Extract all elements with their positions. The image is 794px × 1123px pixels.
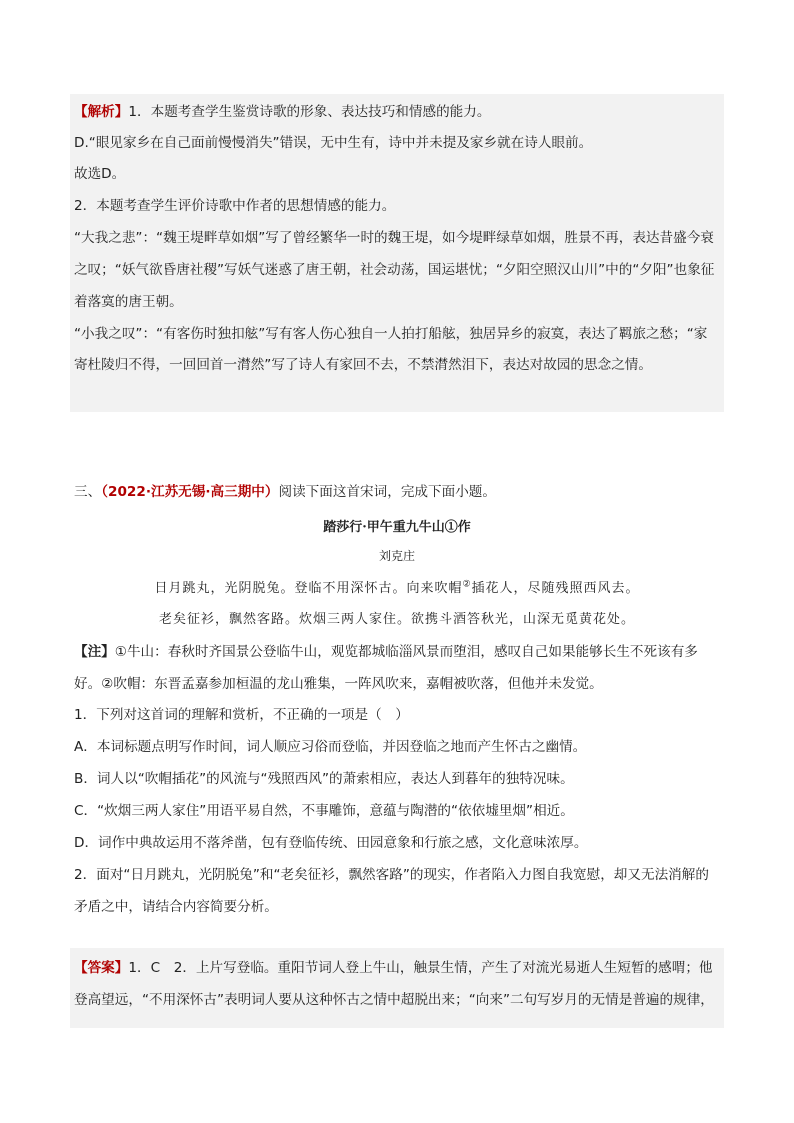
analysis-line-9: 寄杜陵归不得，一回回首一潸然”写了诗人有家回不去，不禁潸然泪下，表达对故园的思念之情。 — [74, 357, 652, 373]
question3-heading: 三、（2022·江苏无锡·高三期中）阅读下面这首宋词，完成下面小题。 — [74, 484, 496, 500]
option-d: D．词作中典故运用不落斧凿，包有登临传统、田园意象和行旅之感，文化意味浓厚。 — [74, 835, 588, 851]
note-line-1: 【注】①牛山：春秋时齐国景公登临牛山，观览都城临淄风景而堕泪，感叹自己如果能够长生不死该有多 — [74, 644, 698, 660]
analysis-line-7: 着落寞的唐王朝。 — [74, 294, 183, 310]
analysis-line-2: D.“眼见家乡在自己面前慢慢消失”错误，无中生有，诗中并未提及家乡就在诗人眼前。 — [74, 135, 593, 151]
note-tag: 【注】 — [74, 644, 115, 660]
poem-line-2: 老矣征衫，飘然客路。炊烟三两人家住。欲携斗酒答秋光，山深无觅黄花处。 — [158, 612, 635, 627]
note-line-2: 好。②吹帽：东晋孟嘉参加桓温的龙山雅集，一阵风吹来，嘉帽被吹落，但他并未发觉。 — [74, 676, 603, 692]
question-2-line-2: 矛盾之中，请结合内容简要分析。 — [74, 899, 278, 915]
question-1: 1．下列对这首词的理解和赏析，不正确的一项是（ ） — [74, 707, 409, 723]
analysis-line-6: 之叹；“妖气欲昏唐社稷”写妖气迷惑了唐王朝，社会动荡，国运堪忧；“夕阳空照汉山川”中的“夕阳”也象征 — [74, 262, 715, 278]
poem-title: 踏莎行·甲午重九牛山①作 — [323, 520, 471, 535]
analysis-line-8: “小我之叹”：“有客伤时独扣舷”写有客人伤心独自一人拍打船舷，独居异乡的寂寞，表达了羁旅之愁；“家 — [74, 326, 708, 342]
option-a: A．本词标题点明写作时间，词人顺应习俗而登临，并因登临之地而产生怀古之幽情。 — [74, 739, 587, 755]
analysis-line-3: 故选D。 — [74, 166, 126, 182]
analysis-tag: 【解析】 — [74, 104, 129, 120]
poem-line-1: 日月跳丸，光阴脱兔。登临不用深怀古。向来吹帽②插花人，尽随残照西风去。 — [154, 579, 640, 596]
option-c: C．“炊烟三两人家住”用语平易自然，不事雕饰，意蕴与陶潜的“依依墟里烟”相近。 — [74, 803, 574, 819]
question3-source: （2022·江苏无锡·高三期中） — [101, 484, 279, 500]
analysis-line-5: “大我之悲”：“魏王堤畔草如烟”写了曾经繁华一时的魏王堤，如今堤畔绿草如烟，胜景不再，表达昔盛今衰 — [74, 230, 714, 246]
option-b: B．词人以“吹帽插花”的风流与“残照西风”的萧索相应，表达人到暮年的独特况味。 — [74, 771, 574, 787]
answer-line-2: 登高望远，“不用深怀古”表明词人要从这种怀古之情中超脱出来；“向来”二句写岁月的无情是普遍的规律， — [74, 992, 714, 1008]
question-2-line-1: 2．面对“日月跳丸，光阴脱兔”和“老矣征衫，飘然客路”的现实，作者陷入力图自我宽慰，却又无法消解的 — [74, 867, 709, 883]
answer-line-1: 【答案】1．C 2．上片写登临。重阳节词人登上牛山，触景生情，产生了对流光易逝人生短暂的感喟；他 — [74, 960, 713, 976]
analysis-line-1: 【解析】1．本题考查学生鉴赏诗歌的形象、表达技巧和情感的能力。 — [74, 104, 491, 120]
answer-tag: 【答案】 — [74, 960, 129, 976]
footnote-marker: ② — [462, 579, 472, 590]
analysis-line-4: 2．本题考查学生评价诗歌中作者的思想情感的能力。 — [74, 198, 396, 214]
poem-author: 刘克庄 — [378, 549, 415, 563]
